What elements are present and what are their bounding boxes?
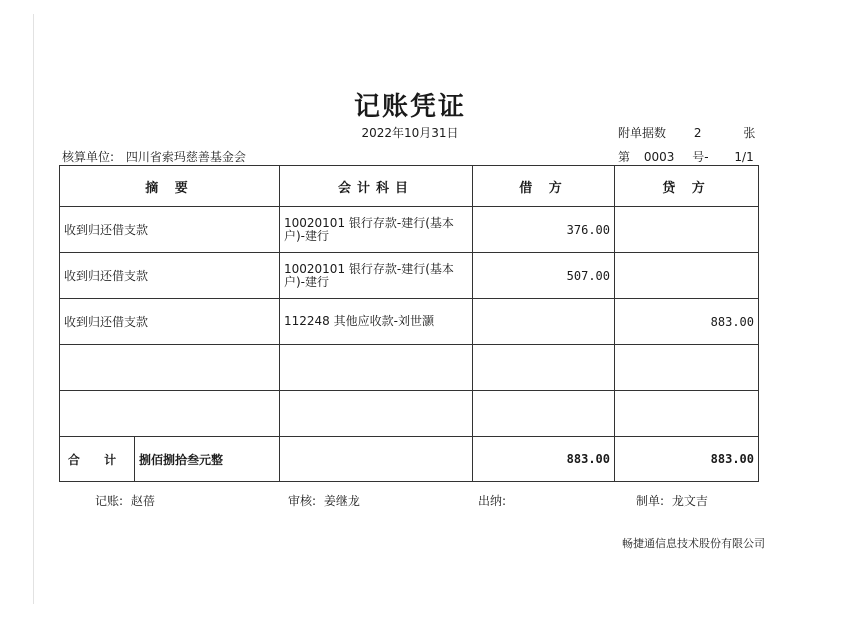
total-credit: 883.00 [615, 437, 759, 482]
unit-name: 四川省索玛慈善基金会 [125, 150, 246, 164]
summary-cell: 收到归还借支款 [60, 207, 280, 253]
summary-cell [60, 345, 280, 391]
table-row [60, 299, 759, 345]
table-row [60, 253, 759, 299]
debit-cell [473, 391, 615, 437]
total-label: 合 计 [60, 437, 135, 481]
total-row [60, 437, 759, 482]
bookkeeper-label: 记账: [95, 494, 124, 508]
number-prefix: 第 [618, 150, 631, 164]
software-company: 畅捷通信息技术股份有限公司 [622, 537, 765, 550]
voucher-date: 2022年10月31日 [361, 126, 459, 140]
attachments-unit: 张 [743, 126, 756, 140]
header-row [60, 166, 759, 207]
debit-cell: 376.00 [473, 207, 615, 253]
account-cell: 10020101 银行存款-建行(基本户)-建行 [280, 253, 473, 299]
cashier [478, 492, 510, 509]
summary-cell: 收到归还借支款 [60, 299, 280, 345]
page-indicator: 1/1 [734, 150, 754, 164]
voucher-number-info [618, 148, 754, 165]
table-row [60, 391, 759, 437]
summary-cell [60, 391, 280, 437]
voucher-title: 记账凭证 [353, 92, 466, 122]
debit-cell [473, 345, 615, 391]
credit-cell [615, 253, 759, 299]
table-row [60, 345, 759, 391]
voucher-number: 0003 [643, 150, 675, 164]
auditor-name: 姜继龙 [323, 494, 360, 508]
maker-name: 龙文吉 [671, 494, 708, 508]
table-row [60, 207, 759, 253]
cashier-label: 出纳: [478, 494, 507, 508]
header-summary: 摘 要 [60, 166, 280, 207]
debit-cell: 507.00 [473, 253, 615, 299]
header-debit: 借 方 [473, 166, 615, 207]
number-suffix: 号- [692, 150, 709, 164]
accounting-unit [62, 148, 246, 165]
attachments-label: 附单据数 [618, 126, 667, 140]
voucher-maker [636, 492, 708, 509]
debit-cell [473, 299, 615, 345]
auditor [288, 492, 360, 509]
header-account: 会计科目 [280, 166, 473, 207]
voucher-table [59, 165, 759, 482]
summary-cell: 收到归还借支款 [60, 253, 280, 299]
total-amount-in-words: 捌佰捌拾叁元整 [139, 452, 224, 467]
account-cell [280, 345, 473, 391]
attachments-info [618, 124, 755, 141]
unit-label: 核算单位: [62, 150, 115, 164]
attachments-count: 2 [693, 126, 702, 140]
total-summary-cell [60, 437, 280, 482]
bookkeeper-name: 赵蓓 [130, 494, 155, 508]
total-debit: 883.00 [473, 437, 615, 482]
header-credit: 贷 方 [615, 166, 759, 207]
auditor-label: 审核: [288, 494, 317, 508]
credit-cell: 883.00 [615, 299, 759, 345]
maker-label: 制单: [636, 494, 665, 508]
bookkeeper [95, 492, 155, 509]
credit-cell [615, 345, 759, 391]
total-account-cell [280, 437, 473, 482]
account-cell: 112248 其他应收款-刘世灏 [280, 299, 473, 345]
scan-edge-line [33, 14, 34, 604]
credit-cell [615, 391, 759, 437]
account-cell [280, 391, 473, 437]
credit-cell [615, 207, 759, 253]
account-cell: 10020101 银行存款-建行(基本户)-建行 [280, 207, 473, 253]
